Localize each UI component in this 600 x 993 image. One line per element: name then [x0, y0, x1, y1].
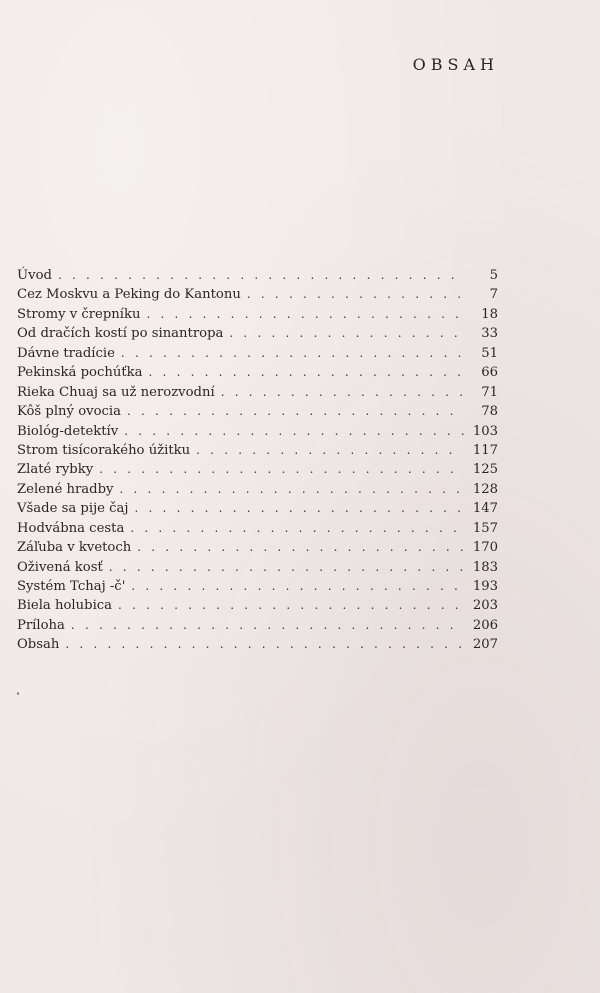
toc-entry-page: 206: [472, 617, 498, 633]
toc-entry-title: Stromy v črepníku: [17, 306, 141, 322]
toc-dot-leader: [229, 324, 464, 343]
toc-entry: [17, 285, 498, 304]
toc-dot-leader: [65, 635, 464, 654]
toc-dot-leader: [71, 616, 464, 635]
toc-entry-title: Dávne tradície: [17, 345, 115, 361]
toc-dot-leader: [127, 402, 464, 421]
toc-entry-page: 66: [481, 365, 498, 381]
toc-dot-leader: [124, 422, 464, 441]
toc-entry-title: Biológ-detektív: [17, 423, 119, 439]
toc-entry: [17, 305, 498, 324]
toc-entry-page: 147: [472, 501, 498, 517]
toc-entry: [17, 344, 498, 363]
page-title: OBSAH: [412, 55, 499, 74]
toc-entry: [17, 266, 498, 285]
toc-entry: [17, 460, 498, 479]
toc-entry: [17, 383, 498, 402]
toc-dot-leader: [130, 519, 464, 538]
toc-entry-title: Záľuba v kvetoch: [17, 540, 132, 556]
toc-dot-leader: [247, 285, 464, 304]
toc-entry: [17, 324, 498, 343]
toc-entry-title: Strom tisícorakého úžitku: [17, 442, 191, 458]
toc-dot-leader: [119, 480, 464, 499]
toc-entry: [17, 519, 498, 538]
toc-entry: [17, 480, 498, 499]
toc-entry-page: 71: [481, 384, 498, 400]
toc-entry-title: Príloha: [17, 617, 65, 633]
toc-entry: [17, 596, 498, 615]
toc-entry-title: Zlaté rybky: [17, 462, 94, 478]
toc-entry-title: Zelené hradby: [17, 481, 114, 497]
toc-entry-page: 33: [481, 326, 498, 342]
toc-dot-leader: [135, 499, 465, 518]
toc-entry: [17, 402, 498, 421]
table-of-contents: [17, 266, 498, 655]
toc-entry: [17, 363, 498, 382]
toc-entry-page: 103: [472, 423, 498, 439]
toc-entry-title: Úvod: [17, 268, 52, 283]
ink-speck: [17, 692, 19, 695]
toc-dot-leader: [118, 596, 464, 615]
toc-entry-page: 117: [472, 442, 498, 458]
toc-entry-page: 207: [472, 637, 498, 653]
toc-entry-page: 5: [489, 268, 498, 283]
toc-entry-title: Pekinská pochúťka: [17, 365, 143, 381]
toc-entry-title: Hodvábna cesta: [17, 520, 125, 536]
toc-entry-page: 7: [489, 287, 498, 303]
toc-entry-page: 170: [472, 540, 498, 556]
toc-entry-title: Systém Tchaj -č': [17, 579, 126, 594]
toc-entry-page: 157: [472, 520, 498, 536]
toc-entry-page: 125: [472, 462, 498, 478]
toc-entry: [17, 538, 498, 557]
toc-entry: [17, 577, 498, 596]
toc-entry: [17, 441, 498, 460]
toc-entry-page: 51: [481, 345, 498, 361]
toc-dot-leader: [196, 441, 464, 460]
toc-entry-page: 183: [472, 559, 498, 575]
toc-entry: [17, 499, 498, 518]
toc-dot-leader: [147, 305, 465, 324]
toc-entry-title: Všade sa pije čaj: [17, 501, 129, 517]
toc-dot-leader: [131, 577, 464, 596]
toc-dot-leader: [99, 460, 464, 479]
toc-dot-leader: [58, 266, 464, 285]
toc-entry-page: 78: [481, 404, 498, 420]
toc-entry-title: Kôš plný ovocia: [17, 404, 121, 420]
toc-entry-title: Oživená kosť: [17, 559, 103, 575]
toc-entry-title: Obsah: [17, 637, 60, 653]
toc-entry-page: 203: [472, 598, 498, 614]
toc-entry-page: 193: [472, 579, 498, 594]
toc-entry-title: Biela holubica: [17, 598, 113, 614]
toc-entry: [17, 616, 498, 635]
toc-entry-title: Rieka Chuaj sa už nerozvodní: [17, 384, 215, 400]
toc-dot-leader: [149, 363, 464, 382]
toc-dot-leader: [137, 538, 464, 557]
toc-entry: [17, 558, 498, 577]
toc-entry-title: Cez Moskvu a Peking do Kantonu: [17, 287, 241, 303]
toc-dot-leader: [221, 383, 464, 402]
toc-entry: [17, 635, 498, 654]
toc-entry-title: Od dračích kostí po sinantropa: [17, 326, 224, 342]
toc-dot-leader: [121, 344, 464, 363]
toc-entry-page: 18: [481, 306, 498, 322]
toc-entry: [17, 422, 498, 441]
toc-dot-leader: [109, 558, 464, 577]
toc-entry-page: 128: [472, 481, 498, 497]
